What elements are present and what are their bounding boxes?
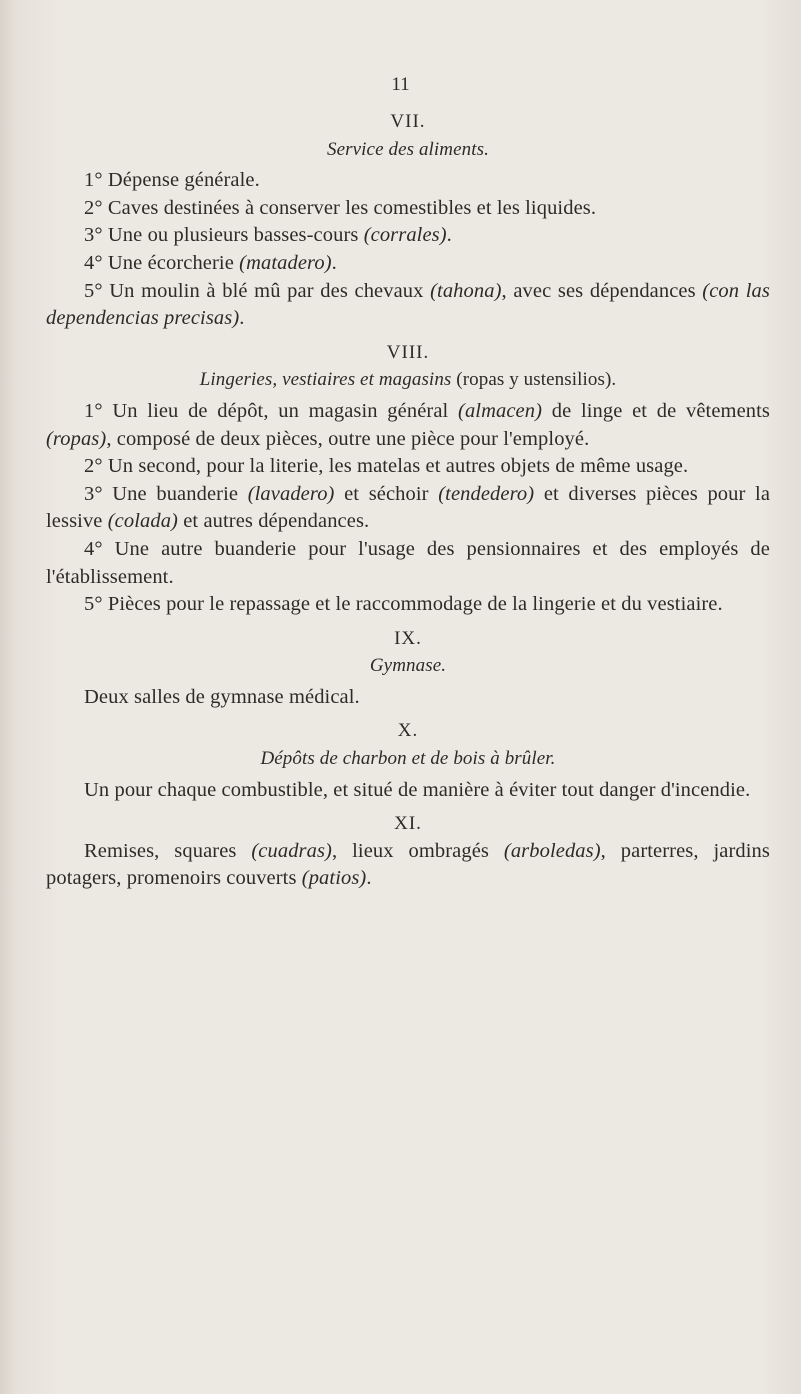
vii-item-3: 3° Une ou plusieurs basses-cours (corrales).	[84, 224, 452, 247]
text-body	[46, 70, 770, 893]
page-number: 11	[391, 74, 410, 95]
section-x-number: X.	[397, 720, 419, 742]
section-vii-number: VII.	[390, 111, 426, 132]
viii-item-3: 3° Une buanderie (lavadero) et séchoir (tendedero) et diverses pièces pour la lessive (colada) et autres dépendances.	[46, 482, 771, 533]
section-x-title: Dépôts de charbon et de bois à brûler.	[260, 748, 556, 770]
vii-item-2: 2° Caves destinées à conserver les comestibles et les liquides.	[84, 196, 597, 219]
section-vii-title: Service des aliments.	[327, 138, 489, 160]
section-x-text: Un pour chaque combustible, et situé de manière à éviter tout danger d'incendie.	[84, 778, 751, 801]
viii-item-1: 1° Un lieu de dépôt, un magasin général (almacen) de linge et de vêtements (ropas), composé de deux pièces, outre une pièce pour l'employé.	[46, 399, 771, 450]
vii-item-4: 4° Une écorcherie (matadero).	[84, 251, 337, 274]
viii-item-4: 4° Une autre buanderie pour l'usage des pensionnaires et des employés de l'établissement.	[46, 537, 770, 588]
vii-item-1: 1° Dépense générale.	[84, 169, 260, 192]
section-viii-number: VIII.	[386, 341, 430, 363]
section-xi-text: Remises, squares (cuadras), lieux ombragés (arboledas), parterres, jardins potagers, promenoirs couverts (patios).	[46, 839, 770, 890]
viii-item-5: 5° Pièces pour le repassage et le raccommodage de la lingerie et du vestiaire.	[84, 593, 723, 616]
section-ix-title: Gymnase.	[369, 655, 447, 677]
vii-item-5: 5° Un moulin à blé mû par des chevaux (tahona), avec ses dépendances (con las dependencias precisas).	[46, 279, 770, 330]
section-ix-number: IX.	[394, 627, 422, 649]
section-ix-text: Deux salles de gymnase médical.	[84, 685, 360, 708]
section-viii-title: Lingeries, vestiaires et magasins (ropas y ustensilios).	[199, 369, 617, 391]
section-xi-number: XI.	[394, 813, 422, 835]
viii-item-2: 2° Un second, pour la literie, les matelas et autres objets de même usage.	[84, 455, 689, 478]
